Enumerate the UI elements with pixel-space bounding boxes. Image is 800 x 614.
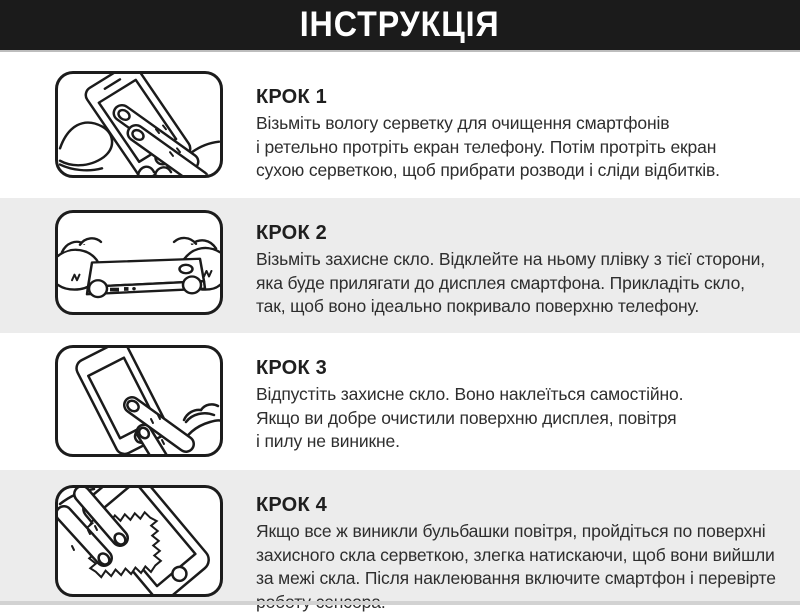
page-title: ІНСТРУКЦІЯ	[300, 5, 500, 45]
step-1-illustration	[55, 71, 223, 178]
step-4-title: КРОК 4	[256, 494, 776, 517]
step-text-line: Якщо ви добре очистили поверхню дисплея, повітря	[256, 407, 683, 431]
step-text-line: сухою серветкою, щоб прибрати розводи і сліди відбитків.	[256, 159, 720, 183]
step-1-section	[0, 52, 800, 198]
step-2-title: КРОК 2	[256, 222, 765, 245]
step-3-section	[0, 333, 800, 470]
step-text-line: яка буде прилягати до дисплея смартфона. Прикладіть скло,	[256, 272, 765, 296]
step-text-line: так, щоб воно ідеально покривало поверхню телефону.	[256, 295, 765, 319]
step-4-illustration	[55, 485, 223, 597]
step-4-section	[0, 470, 800, 605]
step-1-text	[256, 64, 720, 198]
step-2-section	[0, 198, 800, 333]
hand-wiping-with-cloth-icon	[58, 488, 220, 594]
step-2-text	[256, 210, 765, 333]
step-text-line: Візьміть захисне скло. Відклейте на ньому плівку з тієї сторони,	[256, 248, 765, 272]
step-text-line: і пилу не виникне.	[256, 430, 683, 454]
step-text-line: Відпустіть захисне скло. Воно наклеїться самостійно.	[256, 383, 683, 407]
hands-holding-glass-icon	[58, 213, 220, 312]
step-text-line: Візьміть вологу серветку для очищення смартфонів	[256, 112, 720, 136]
title-banner	[0, 0, 800, 52]
finger-pressing-phone-icon	[58, 348, 220, 454]
step-3-text	[256, 345, 683, 470]
step-text-line: за межі скла. Після наклеювання включите смартфон і перевірте	[256, 567, 776, 591]
step-3-illustration	[55, 345, 223, 457]
step-text-line: захисного скла серветкою, злегка натискаючи, щоб вони вийшли	[256, 544, 776, 568]
step-text-line: Якщо все ж виникли бульбашки повітря, пройдіться по поверхні	[256, 520, 776, 544]
page-bottom-edge	[0, 601, 800, 605]
step-1-title: КРОК 1	[256, 86, 720, 109]
step-3-title: КРОК 3	[256, 357, 683, 380]
step-text-line: і ретельно протріть екран телефону. Потім протріть екран	[256, 136, 720, 160]
step-2-illustration	[55, 210, 223, 315]
step-4-text	[256, 482, 776, 605]
hands-cleaning-phone-icon	[58, 74, 220, 175]
